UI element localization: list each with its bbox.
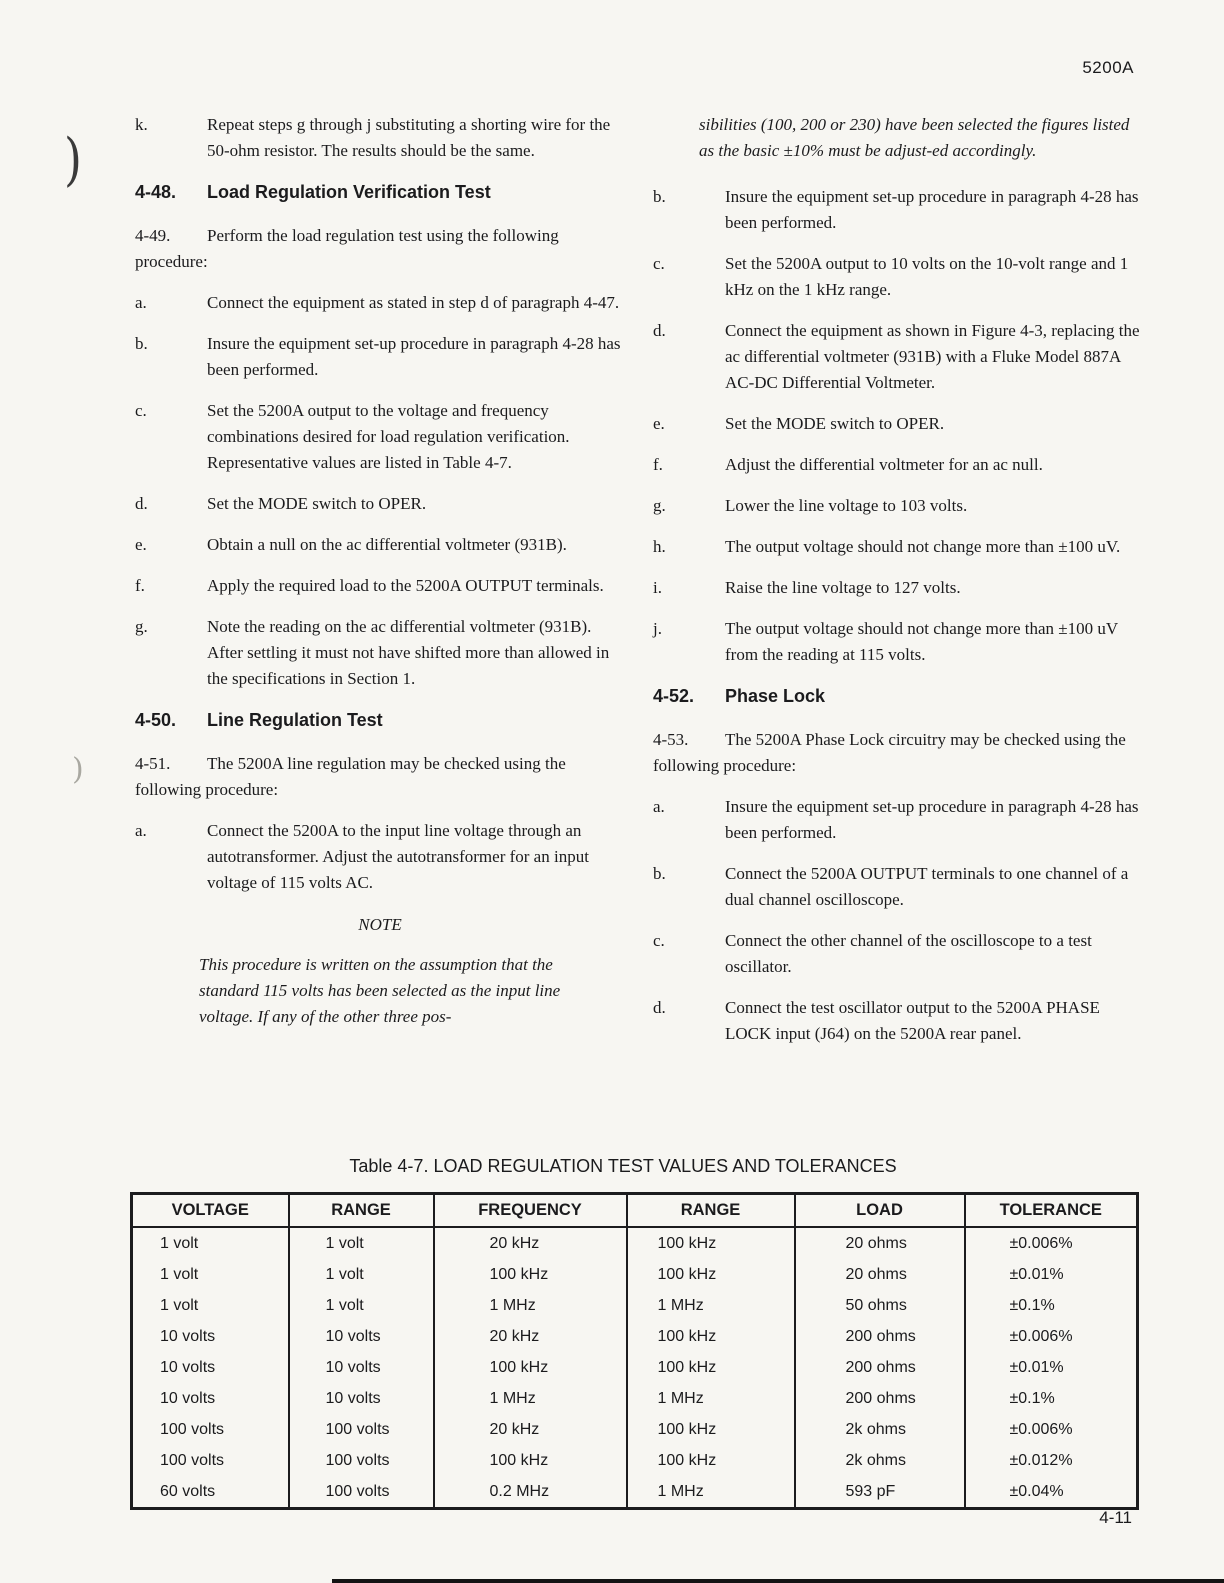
table-cell: 200 ohms bbox=[795, 1383, 965, 1414]
table-cell: 20 kHz bbox=[434, 1227, 627, 1259]
table-cell: 1 volt bbox=[160, 1265, 199, 1283]
step-letter: e. bbox=[653, 414, 665, 433]
table-cell: 100 kHz bbox=[434, 1445, 627, 1476]
table-cell: 2k ohms bbox=[795, 1445, 965, 1476]
table-cell: 10 volts bbox=[160, 1358, 216, 1376]
table-cell: ±0.1% bbox=[965, 1383, 1138, 1414]
table-header-cell: LOAD bbox=[795, 1194, 965, 1228]
step-letter: a. bbox=[135, 821, 147, 840]
paragraph-text: Perform the load regulation test using the following procedure: bbox=[135, 226, 559, 271]
step-letter: b. bbox=[653, 187, 666, 206]
table-header-cell: TOLERANCE bbox=[965, 1194, 1138, 1228]
procedure-step bbox=[135, 290, 625, 316]
step-text: Insure the equipment set-up procedure in paragraph 4-28 has been performed. bbox=[207, 334, 621, 379]
table-cell: 2k ohms bbox=[795, 1414, 965, 1445]
procedure-step bbox=[653, 575, 1140, 601]
table-row bbox=[132, 1414, 1138, 1445]
step-text: Connect the 5200A OUTPUT terminals to one channel of a dual channel oscilloscope. bbox=[725, 864, 1129, 909]
procedure-step bbox=[653, 318, 1140, 396]
table-header-cell: VOLTAGE bbox=[132, 1194, 289, 1228]
table-cell: 1 volt bbox=[160, 1296, 199, 1314]
scan-artifact-mark: ) bbox=[64, 125, 82, 193]
section-title: Load Regulation Verification Test bbox=[207, 182, 491, 202]
table-cell: 100 kHz bbox=[627, 1445, 795, 1476]
procedure-step bbox=[135, 398, 625, 476]
procedure-step bbox=[135, 614, 625, 692]
procedure-step bbox=[653, 534, 1140, 560]
load-regulation-table bbox=[130, 1192, 1139, 1510]
step-text: Connect the equipment as shown in Figure 4-3, replacing the ac differential voltmeter (931B) with a Fluke Model 887A AC-DC Differential Voltmeter. bbox=[725, 321, 1140, 392]
step-text: Set the 5200A output to 10 volts on the 10-volt range and 1 kHz on the 1 kHz range. bbox=[725, 254, 1129, 299]
step-text: Obtain a null on the ac differential voltmeter (931B). bbox=[207, 535, 567, 554]
step-letter: a. bbox=[653, 797, 665, 816]
table-cell: 100 volts bbox=[160, 1420, 225, 1438]
step-text: Set the MODE switch to OPER. bbox=[725, 414, 945, 433]
table-cell: 10 volts bbox=[289, 1383, 434, 1414]
step-letter: d. bbox=[653, 998, 666, 1017]
table-cell: ±0.006% bbox=[965, 1414, 1138, 1445]
procedure-step bbox=[653, 995, 1140, 1047]
table-cell: 50 ohms bbox=[795, 1290, 965, 1321]
paragraph-number: 4-51. bbox=[135, 754, 171, 773]
table-cell: 1 volt bbox=[160, 1234, 199, 1252]
table-cell: ±0.01% bbox=[965, 1259, 1138, 1290]
step-letter: c. bbox=[653, 254, 665, 273]
table-cell: 100 volts bbox=[289, 1476, 434, 1509]
table-row bbox=[132, 1352, 1138, 1383]
procedure-step bbox=[135, 112, 625, 164]
step-text: Connect the equipment as stated in step d of paragraph 4-47. bbox=[207, 293, 620, 312]
table-cell: 1 MHz bbox=[434, 1290, 627, 1321]
step-letter: f. bbox=[653, 455, 663, 474]
table-cell: 1 MHz bbox=[627, 1383, 795, 1414]
page-number-footer: 4-11 bbox=[1099, 1508, 1132, 1527]
section-title: Line Regulation Test bbox=[207, 710, 383, 730]
left-column bbox=[135, 112, 625, 1045]
table-cell: 10 volts bbox=[289, 1352, 434, 1383]
table-cell: ±0.006% bbox=[965, 1227, 1138, 1259]
table-cell: 60 volts bbox=[160, 1482, 216, 1500]
step-letter: k. bbox=[135, 115, 148, 134]
step-text: Apply the required load to the 5200A OUTPUT terminals. bbox=[207, 576, 604, 595]
table-cell: 100 volts bbox=[289, 1414, 434, 1445]
scan-artifact-mark: ) bbox=[72, 752, 84, 787]
table-cell: 100 kHz bbox=[627, 1321, 795, 1352]
paragraph-text: The 5200A line regulation may be checked using the following procedure: bbox=[135, 754, 566, 799]
note-title: NOTE bbox=[358, 915, 402, 934]
step-text: Set the MODE switch to OPER. bbox=[207, 494, 427, 513]
step-text: Insure the equipment set-up procedure in paragraph 4-28 has been performed. bbox=[725, 187, 1139, 232]
procedure-step bbox=[653, 928, 1140, 980]
step-text: Connect the test oscillator output to the 5200A PHASE LOCK input (J64) on the 5200A rear panel. bbox=[725, 998, 1100, 1043]
procedure-step bbox=[653, 411, 1140, 437]
section-number: 4-48. bbox=[135, 182, 177, 202]
section-title: Phase Lock bbox=[725, 686, 826, 706]
step-text: Note the reading on the ac differential voltmeter (931B). After settling it must not have shifted more than allowed in the specifications in Section 1. bbox=[207, 617, 610, 688]
procedure-step bbox=[135, 491, 625, 517]
numbered-paragraph bbox=[135, 751, 625, 803]
step-text: The output voltage should not change more than ±100 uV from the reading at 115 volts. bbox=[725, 619, 1118, 664]
step-letter: a. bbox=[135, 293, 147, 312]
table-cell: ±0.012% bbox=[965, 1445, 1138, 1476]
step-text: Raise the line voltage to 127 volts. bbox=[725, 578, 961, 597]
right-column bbox=[653, 112, 1140, 1062]
procedure-step bbox=[653, 493, 1140, 519]
step-letter: g. bbox=[135, 617, 148, 636]
table-cell: 100 kHz bbox=[434, 1352, 627, 1383]
table-cell: ±0.006% bbox=[965, 1321, 1138, 1352]
table-row bbox=[132, 1290, 1138, 1321]
table-row bbox=[132, 1227, 1138, 1259]
paragraph-text: The 5200A Phase Lock circuitry may be checked using the following procedure: bbox=[653, 730, 1126, 775]
step-letter: e. bbox=[135, 535, 147, 554]
procedure-step bbox=[653, 184, 1140, 236]
procedure-step bbox=[653, 861, 1140, 913]
procedure-step bbox=[135, 532, 625, 558]
table-cell: 1 volt bbox=[289, 1227, 434, 1259]
step-text: Insure the equipment set-up procedure in paragraph 4-28 has been performed. bbox=[725, 797, 1139, 842]
table-cell: 10 volts bbox=[160, 1327, 216, 1345]
table-cell: 20 kHz bbox=[434, 1414, 627, 1445]
section-heading bbox=[135, 179, 625, 205]
step-text: The output voltage should not change more than ±100 uV. bbox=[725, 537, 1121, 556]
table-cell: 10 volts bbox=[289, 1321, 434, 1352]
paragraph-number: 4-49. bbox=[135, 226, 171, 245]
table-row bbox=[132, 1321, 1138, 1352]
step-text: Lower the line voltage to 103 volts. bbox=[725, 496, 968, 515]
step-letter: i. bbox=[653, 578, 662, 597]
table-cell: 0.2 MHz bbox=[434, 1476, 627, 1509]
step-letter: f. bbox=[135, 576, 145, 595]
document-model-header: 5200A bbox=[1082, 58, 1134, 77]
procedure-step bbox=[653, 794, 1140, 846]
paragraph-number: 4-53. bbox=[653, 730, 689, 749]
table-cell: 20 ohms bbox=[795, 1259, 965, 1290]
table-cell: 1 volt bbox=[289, 1259, 434, 1290]
table-cell: 1 volt bbox=[289, 1290, 434, 1321]
table-header-cell: FREQUENCY bbox=[434, 1194, 627, 1228]
section-number: 4-52. bbox=[653, 686, 695, 706]
table-row bbox=[132, 1383, 1138, 1414]
table-header-cell: RANGE bbox=[289, 1194, 434, 1228]
step-letter: h. bbox=[653, 537, 666, 556]
table-cell: 593 pF bbox=[795, 1476, 965, 1509]
step-letter: b. bbox=[135, 334, 148, 353]
step-letter: b. bbox=[653, 864, 666, 883]
procedure-step bbox=[135, 573, 625, 599]
step-text: Adjust the differential voltmeter for an ac null. bbox=[725, 455, 1043, 474]
table-row bbox=[132, 1445, 1138, 1476]
note-paragraph: sibilities (100, 200 or 230) have been selected the figures listed as the basic ±10% must be adjust-ed accordingly. bbox=[699, 115, 1130, 160]
table-cell: 20 ohms bbox=[795, 1227, 965, 1259]
step-letter: c. bbox=[135, 401, 147, 420]
table-cell: 100 kHz bbox=[627, 1227, 795, 1259]
table-cell: ±0.1% bbox=[965, 1290, 1138, 1321]
table-row bbox=[132, 1476, 1138, 1509]
table-cell: ±0.04% bbox=[965, 1476, 1138, 1509]
step-text: Connect the 5200A to the input line voltage through an autotransformer. Adjust the autotransformer for an input voltage of 115 volts AC. bbox=[207, 821, 589, 892]
table-cell: 100 volts bbox=[289, 1445, 434, 1476]
step-text: Repeat steps g through j substituting a shorting wire for the 50-ohm resistor. The results should be the same. bbox=[207, 115, 611, 160]
table-header-cell: RANGE bbox=[627, 1194, 795, 1228]
scan-artifact-line bbox=[332, 1579, 1224, 1583]
step-letter: d. bbox=[653, 321, 666, 340]
section-heading bbox=[653, 683, 1140, 709]
table-cell: 100 kHz bbox=[627, 1352, 795, 1383]
procedure-step bbox=[653, 616, 1140, 668]
section-heading bbox=[135, 707, 625, 733]
table-cell: 100 kHz bbox=[627, 1414, 795, 1445]
procedure-step bbox=[135, 818, 625, 896]
table-header-row bbox=[132, 1194, 1138, 1228]
table-cell: 1 MHz bbox=[627, 1476, 795, 1509]
step-letter: j. bbox=[653, 619, 662, 638]
table-cell: 1 MHz bbox=[434, 1383, 627, 1414]
note-paragraph: This procedure is written on the assumption that the standard 115 volts has been selected as the input line voltage. If any of the other three pos- bbox=[199, 955, 561, 1026]
numbered-paragraph bbox=[653, 727, 1140, 779]
table-cell: 100 kHz bbox=[627, 1259, 795, 1290]
section-number: 4-50. bbox=[135, 710, 177, 730]
table-cell: 10 volts bbox=[160, 1389, 216, 1407]
step-text: Connect the other channel of the oscilloscope to a test oscillator. bbox=[725, 931, 1092, 976]
step-text: Set the 5200A output to the voltage and frequency combinations desired for load regulation verification. Representative values are listed in Table 4-7. bbox=[207, 401, 570, 472]
step-letter: c. bbox=[653, 931, 665, 950]
table-cell: 200 ohms bbox=[795, 1321, 965, 1352]
procedure-step bbox=[653, 251, 1140, 303]
table-cell: 1 MHz bbox=[627, 1290, 795, 1321]
table-cell: 100 kHz bbox=[434, 1259, 627, 1290]
table-row bbox=[132, 1259, 1138, 1290]
step-letter: g. bbox=[653, 496, 666, 515]
table-cell: ±0.01% bbox=[965, 1352, 1138, 1383]
table-cell: 200 ohms bbox=[795, 1352, 965, 1383]
numbered-paragraph bbox=[135, 223, 625, 275]
table-title: Table 4-7. LOAD REGULATION TEST VALUES AND TOLERANCES bbox=[349, 1156, 897, 1176]
step-letter: d. bbox=[135, 494, 148, 513]
procedure-step bbox=[653, 452, 1140, 478]
table-cell: 20 kHz bbox=[434, 1321, 627, 1352]
table-cell: 100 volts bbox=[160, 1451, 225, 1469]
procedure-step bbox=[135, 331, 625, 383]
